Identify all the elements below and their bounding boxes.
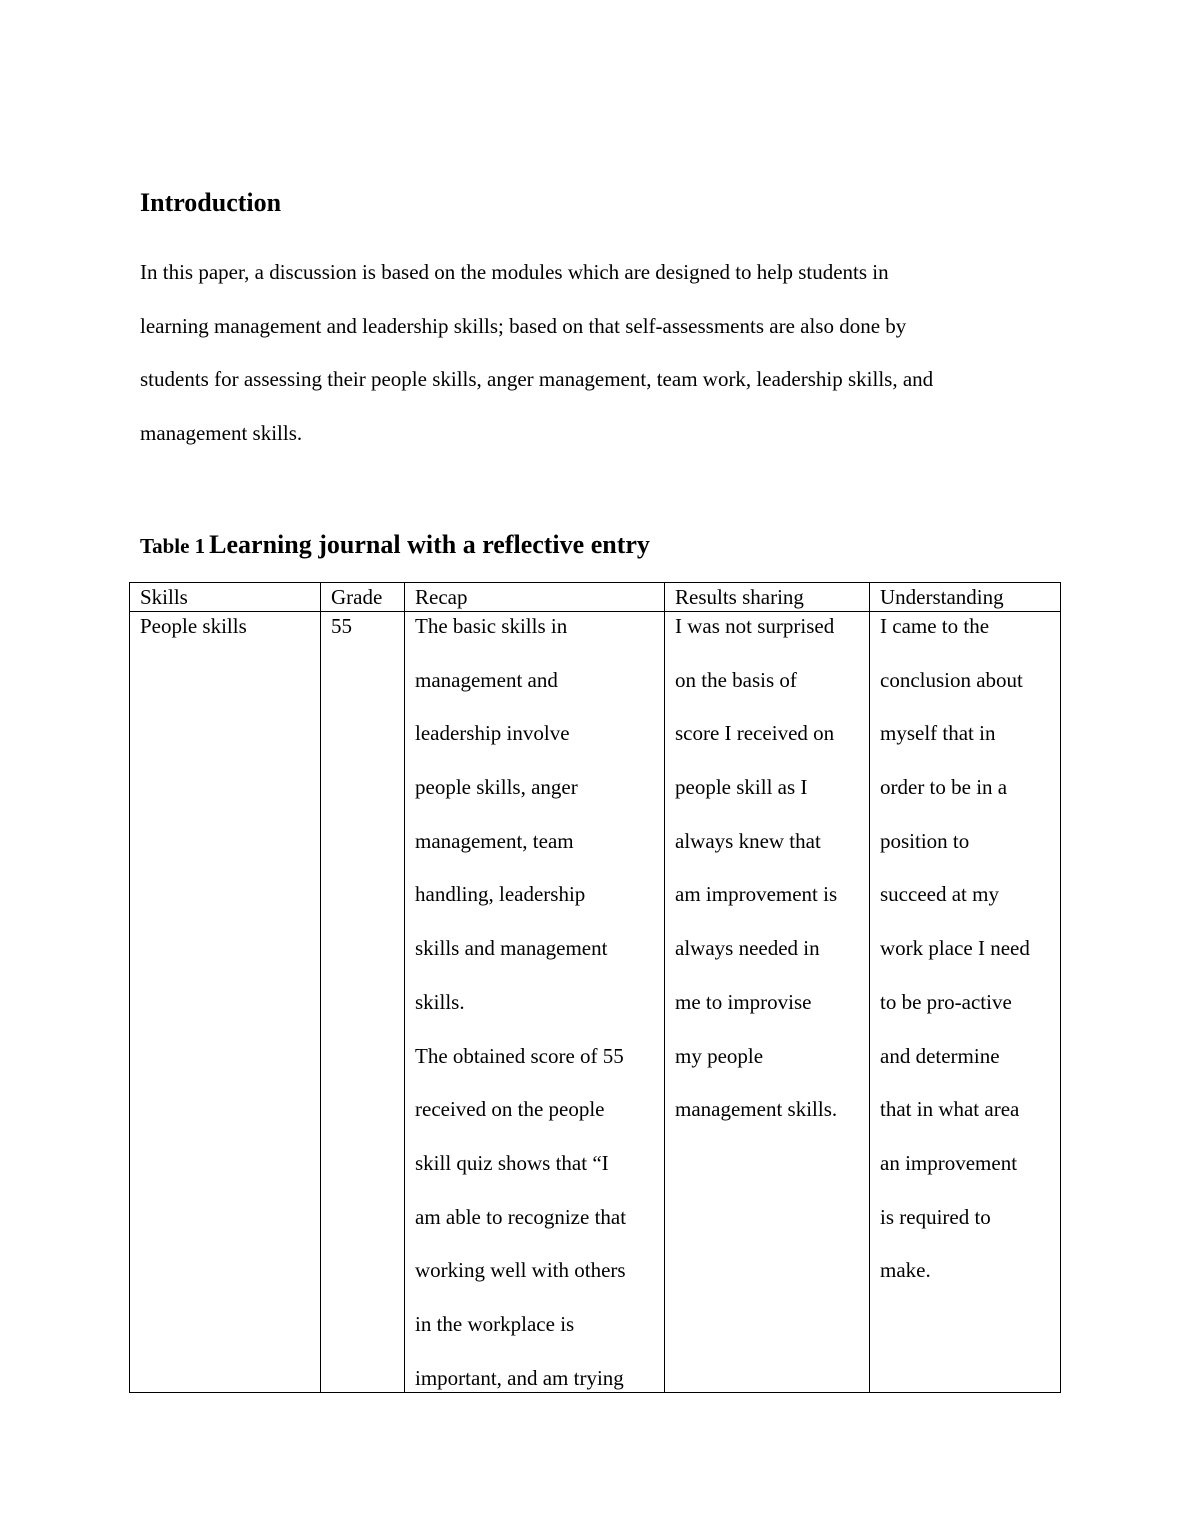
column-header-grade: Grade	[321, 583, 405, 612]
recap-line: The obtained score of 55	[415, 1043, 624, 1068]
section-heading: Introduction	[140, 188, 282, 217]
results-line: am improvement is	[675, 882, 838, 907]
cell-understanding	[870, 612, 1061, 1393]
results-line: score I received on	[675, 721, 835, 746]
table-caption-label: Table 1	[140, 534, 206, 558]
recap-line: important, and am trying	[415, 1365, 624, 1390]
cell-skills: People skills	[130, 612, 321, 1393]
understanding-line: succeed at my	[880, 882, 999, 907]
cell-grade: 55	[321, 612, 405, 1393]
understanding-line: position to	[880, 828, 970, 853]
understanding-line: that in what area	[880, 1097, 1020, 1122]
column-header-understanding: Understanding	[870, 583, 1061, 612]
results-line: on the basis of	[675, 667, 797, 692]
cell-recap	[405, 612, 665, 1393]
understanding-line: work place I need	[880, 936, 1030, 961]
recap-line: am able to recognize that	[415, 1204, 627, 1229]
intro-line: In this paper, a discussion is based on the modules which are designed to help students in	[140, 260, 889, 284]
results-line: me to improvise	[675, 989, 812, 1014]
recap-line: skills and management	[415, 936, 608, 961]
table-caption-title: Learning journal with a reflective entry	[209, 530, 650, 559]
intro-line: management skills.	[140, 421, 303, 446]
understanding-line: make.	[880, 1258, 931, 1283]
understanding-line: and determine	[880, 1043, 1000, 1068]
intro-paragraph	[140, 246, 1060, 461]
recap-line: The basic skills in	[415, 614, 568, 638]
table-row	[130, 612, 1061, 1393]
understanding-line: to be pro-active	[880, 989, 1012, 1014]
results-line: I was not surprised	[675, 614, 835, 638]
table-header-row	[130, 583, 1061, 612]
recap-line: leadership involve	[415, 721, 570, 746]
column-header-results-sharing: Results sharing	[665, 583, 870, 612]
column-header-recap: Recap	[405, 583, 665, 612]
understanding-line: myself that in	[880, 721, 996, 746]
recap-line: in the workplace is	[415, 1311, 575, 1336]
recap-line: skill quiz shows that “I	[415, 1150, 609, 1175]
results-line: management skills.	[675, 1097, 838, 1122]
recap-line: working well with others	[415, 1258, 626, 1283]
results-line: people skill as I	[675, 775, 808, 800]
results-line: my people	[675, 1043, 764, 1068]
recap-line: received on the people	[415, 1097, 605, 1122]
intro-line: students for assessing their people skills, anger management, team work, leadership skills, and	[140, 367, 934, 392]
intro-line: learning management and leadership skills; based on that self-assessments are also done by	[140, 313, 907, 338]
recap-line: skills.	[415, 989, 465, 1014]
results-line: always needed in	[675, 936, 820, 961]
column-header-skills: Skills	[130, 583, 321, 612]
results-line: always knew that	[675, 828, 821, 853]
recap-line: management, team	[415, 828, 574, 853]
table-caption	[140, 530, 650, 560]
recap-line: handling, leadership	[415, 882, 586, 907]
understanding-line: is required to	[880, 1204, 991, 1229]
recap-line: people skills, anger	[415, 775, 578, 800]
understanding-line: an improvement	[880, 1150, 1018, 1175]
understanding-line: I came to the	[880, 614, 990, 638]
understanding-line: order to be in a	[880, 775, 1008, 800]
recap-line: management and	[415, 667, 558, 692]
cell-results-sharing	[665, 612, 870, 1393]
understanding-line: conclusion about	[880, 667, 1023, 692]
learning-journal-table	[129, 582, 1061, 1393]
